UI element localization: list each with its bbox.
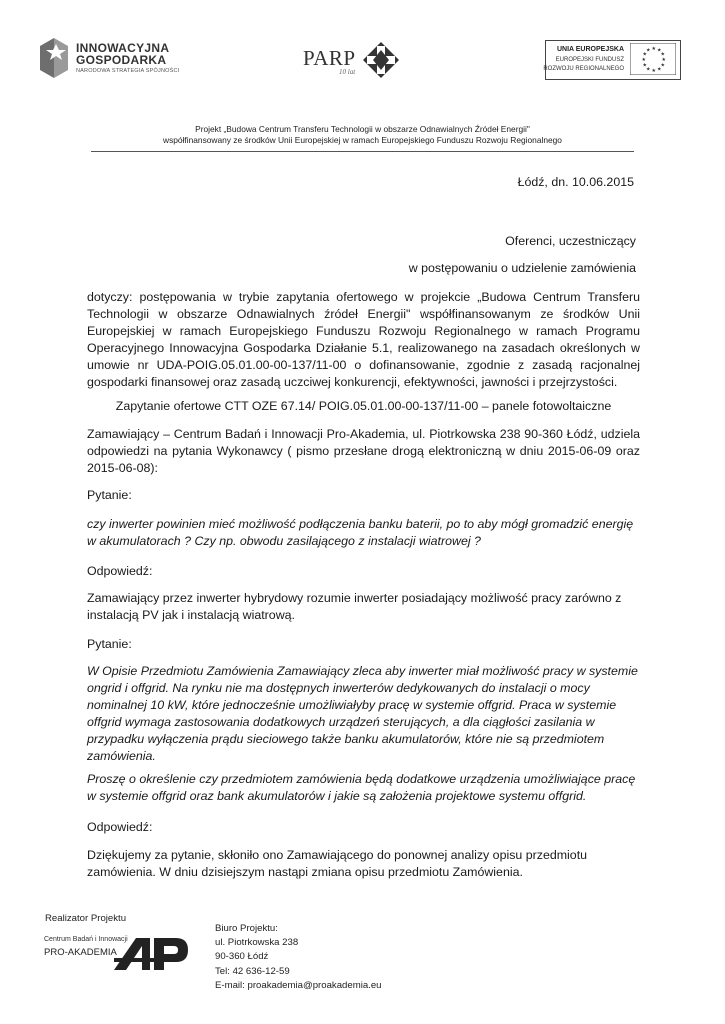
eu-line3: ROZWOJU REGIONALNEGO [543,66,624,72]
svg-text:★: ★ [641,57,646,63]
subject-paragraph: dotyczy: postępowania w trybie zapytania ofertowego w projekcie „Budowa Centrum Transferu Technologii w obszarze Odnawialnych źródeł Energii" współfinansowanym ze środków Unii Europejskiej w ramach Europejskiego Funduszu Rozwoju Regionalnego w ramach Programu Operacyjnego Innowacyjna Gospodarka Działanie 5.1, realizowanego na zasadach określonych w umowie nr UDA-POIG.05.01.00-00-137/11-00 o dofinansowanie, zgodnie z zasadą racjonalnej gospodarki finansowej oraz zasadą uczciwej konkurencji, efektywności, jawności i przejrzystości. [87,290,640,389]
project-office [215,922,382,993]
ig-line2: GOSPODARKA [76,53,167,67]
svg-text:★: ★ [657,66,662,73]
eu-logo [545,40,681,80]
question-1: czy inwerter powinien mieć możliwość podłączenia banku baterii, po to aby mógł gromadzić energię w akumulatorach ? Czy np. obwodu zasilającego z instalacji wiatrowej ? [87,517,634,548]
svg-text:★: ★ [660,51,665,58]
svg-text:★: ★ [660,62,665,69]
question-label-1: Pytanie: [87,488,132,502]
eu-flag-icon [630,43,676,75]
svg-text:★: ★ [657,47,662,54]
project-line-2: współfinansowany ze środków Unii Europejskiej w ramach Europejskiego Funduszu Rozwoju Regionalnego [163,135,562,145]
parp-diamond-icon [363,42,399,78]
innowacyjna-gospodarka-logo [40,36,190,82]
office-street: ul. Piotrkowska 238 [215,937,299,949]
eu-line1: UNIA EUROPEJSKA [556,46,624,53]
svg-text:★: ★ [642,51,647,58]
inquiry-title: Zapytanie ofertowe CTT OZE 67.14/ POIG.05.01.00-00-137/11-00 – panele fotowoltaiczne [115,399,612,413]
realizator-label: Realizator Projektu [45,913,127,924]
intro-paragraph: Zamawiający – Centrum Badań i Innowacji Pro-Akademia, ul. Piotrkowska 238 90-360 Łódź, udziela odpowiedzi na pytania Wykonawcy ( pismo przesłane drogą elektroniczną w dniu 2015-06-09 oraz 2015-06-08): [87,427,640,475]
office-city: 90-360 Łódź [215,951,269,963]
addressee-line-1: Oferenci, uczestniczący [505,234,636,248]
svg-text:★: ★ [642,62,647,69]
eu-line2: EUROPEJSKI FUNDUSZ [555,57,624,63]
svg-text:★: ★ [651,46,656,52]
answer-2: Dziękujemy za pytanie, skłoniło ono Zamawiającego do ponownej analizy opisu przedmiotu zamówienia. W dniu dzisiejszym nastąpi zmiana opisu przedmiotu Zamówienia. [87,848,588,879]
answer-label-2: Odpowiedź: [87,820,153,834]
answer-1: Zamawiający przez inwerter hybrydowy rozumie inwerter posiadający możliwość pracy zarówno z instalacją PV jak i instalacją wiatrową. [87,591,622,622]
pro-akademia-line2: PRO-AKADEMIA [44,947,117,958]
svg-text:★: ★ [661,57,666,63]
header-divider [91,151,634,152]
pro-akademia-line1: Centrum Badań i Innowacji [44,936,128,943]
parp-name: PARP [303,46,356,70]
pro-akademia-logo [44,936,189,972]
ig-star-icon [40,38,68,78]
addressee-line-2: w postępowaniu o udzielenie zamówienia [408,261,636,275]
office-tel: Tel: 42 636-12-59 [215,965,290,977]
question-2-part-2: Proszę o określenie czy przedmiotem zamówienia będą dodatkowe urządzenia umożliwiające pracę w systemie offgrid oraz bank akumulatorów i jakie są założenia projektowe systemu offgrid. [87,772,636,803]
question-2-part-1: W Opisie Przedmiotu Zamówienia Zamawiający zleca aby inwerter miał możliwość pracy w systemie ongrid i offgrid. Na rynku nie ma dostępnych inwerterów dedykowanych do instalacji o mocy nominalnej 10 kW, które jednocześnie umożliwiałyby pracę w systemie offgrid. Praca w systemie offgrid wymaga zastosowania dodatkowych urządzeń sterujących, a dla ciągłości zasilania w przypadku wyłączenia prądu sieciowego także banku akumulatorów, które nie są przedmiotem zamówienia. [87,664,638,763]
svg-text:★: ★ [646,66,651,73]
letter-date: Łódź, dn. 10.06.2015 [517,175,634,189]
question-label-2: Pytanie: [87,637,132,651]
project-line-1: Projekt „Budowa Centrum Transferu Technologii w obszarze Odnawialnych Źródeł Energii" [195,124,530,134]
svg-text:★: ★ [651,68,656,74]
office-title: Biuro Projektu: [215,923,278,934]
svg-text:★: ★ [646,47,651,54]
answer-label-1: Odpowiedź: [87,564,153,578]
ap-mark-icon [114,936,189,970]
ig-line1: INNOWACYJNA [76,41,170,55]
parp-logo [303,40,403,80]
parp-subtitle: 10 lat [339,68,356,76]
office-email[interactable]: E-mail: proakademia@proakademia.eu [215,979,382,991]
ig-subtitle: NARODOWA STRATEGIA SPÓJNOŚCI [76,68,180,74]
